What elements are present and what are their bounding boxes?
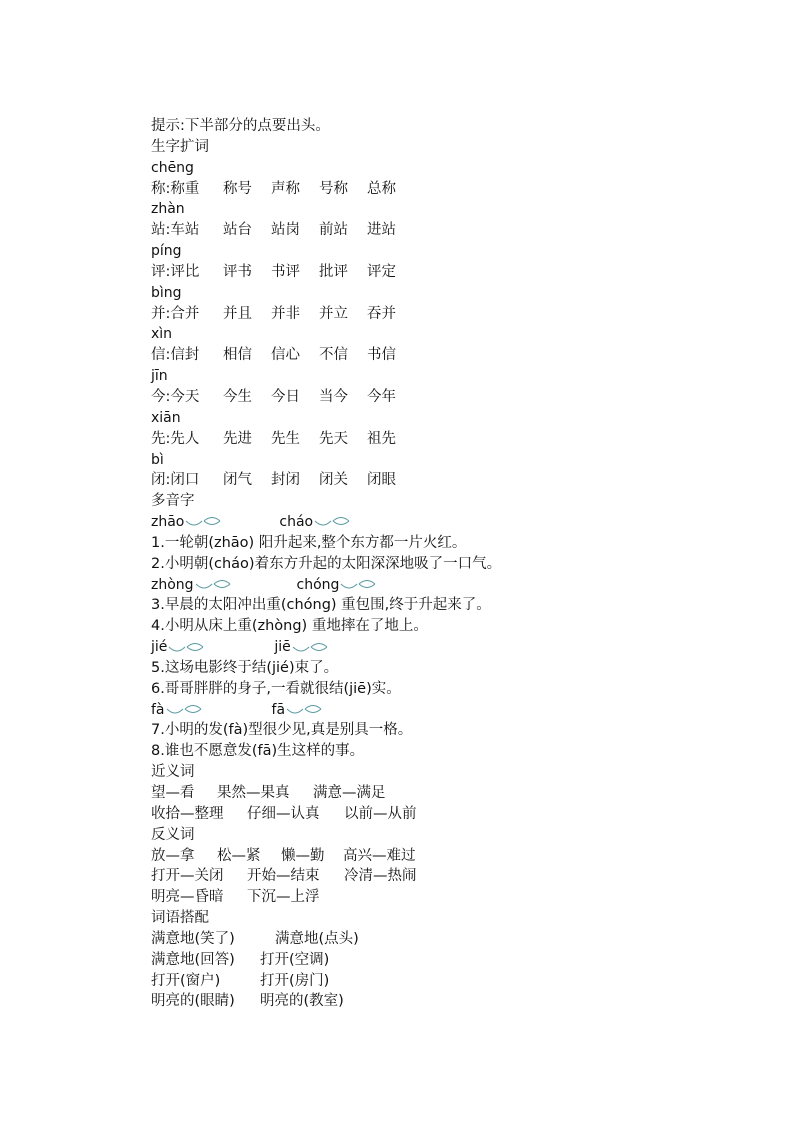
pinyin-item xyxy=(274,637,327,658)
antonym-pair: 打开—关闭 xyxy=(151,868,224,885)
word: 称号 xyxy=(223,180,252,197)
synonym-pair: 望—看 xyxy=(151,785,195,801)
antonym-row xyxy=(151,887,711,908)
antonym-pair: 放—拿 xyxy=(151,847,195,864)
pinyin-label: chēng xyxy=(151,159,194,176)
pinyin-label: jié xyxy=(151,639,168,656)
word-char: 并:合并 xyxy=(151,305,200,322)
word-row xyxy=(151,262,711,283)
leaf-decoration-icon xyxy=(340,580,376,590)
leaf-decoration-icon xyxy=(292,643,328,653)
sentence: 4.小明从床上重(zhòng) 重地摔在了地上。 xyxy=(151,618,428,635)
collocation-row xyxy=(151,950,711,971)
synonym-pair: 以前—从前 xyxy=(344,805,417,822)
pinyin-item xyxy=(151,512,221,533)
pinyin-label: xiān xyxy=(151,409,181,426)
hint-text: 提示:下半部分的点要出头。 xyxy=(151,118,330,134)
word: 今生 xyxy=(223,388,252,405)
pinyin-item xyxy=(297,575,377,596)
sentence: 5.这场电影终于结(jié)束了。 xyxy=(151,659,339,676)
word-row xyxy=(151,179,711,200)
word-row xyxy=(151,429,711,450)
sentence: 3.早晨的太阳冲出重(chóng) 重包围,终于升起来了。 xyxy=(151,597,491,614)
section-title-new-words: 生字扩词 xyxy=(151,138,209,155)
pinyin-label: bì xyxy=(151,451,164,468)
section-title-collocation: 词语搭配 xyxy=(151,910,209,927)
collocation-item: 满意地(笑了) xyxy=(151,930,235,947)
word: 号称 xyxy=(319,180,348,197)
leaf-decoration-icon xyxy=(195,580,231,590)
word-char: 今:今天 xyxy=(151,388,200,405)
pinyin-row xyxy=(151,637,711,658)
new-words-list xyxy=(151,158,711,492)
antonym-pair: 开始—结束 xyxy=(247,868,320,885)
pinyin-label: xìn xyxy=(151,326,173,343)
word-char: 先:先人 xyxy=(151,430,200,447)
word-char: 评:评比 xyxy=(151,263,200,280)
antonym-pair: 明亮—昏暗 xyxy=(151,889,224,906)
word: 站岗 xyxy=(271,222,300,239)
synonym-list xyxy=(151,783,711,825)
word: 书评 xyxy=(271,263,300,280)
pinyin-label: jiē xyxy=(274,639,291,656)
antonym-pair: 懒—勤 xyxy=(281,847,325,864)
pinyin-label: bìng xyxy=(151,284,182,301)
word: 书信 xyxy=(367,347,396,364)
word-char: 称:称重 xyxy=(151,180,200,197)
word-char: 站:车站 xyxy=(151,222,200,239)
word: 封闭 xyxy=(271,472,300,489)
leaf-decoration-icon xyxy=(314,517,350,527)
pinyin-label: cháo xyxy=(279,514,314,531)
collocation-item: 明亮的(教室) xyxy=(260,993,344,1010)
sentence: 2.小明朝(cháo)着东方升起的太阳深深地吸了一口气。 xyxy=(151,555,502,572)
pinyin-label: zhàn xyxy=(151,201,185,218)
pinyin-label: zhāo xyxy=(151,514,185,531)
word: 不信 xyxy=(319,347,348,364)
pinyin-row xyxy=(151,700,711,721)
pinyin-label: chóng xyxy=(296,576,340,593)
pinyin-label: jīn xyxy=(151,368,168,385)
word: 闭气 xyxy=(223,472,252,489)
word: 闭眼 xyxy=(367,472,396,489)
word: 并非 xyxy=(271,305,300,322)
collocation-row xyxy=(151,991,711,1012)
word-row xyxy=(151,470,711,491)
word-row xyxy=(151,304,711,325)
synonym-pair: 果然—果真 xyxy=(217,785,290,801)
word: 评定 xyxy=(367,263,396,280)
leaf-decoration-icon xyxy=(286,705,322,715)
synonym-pair: 满意—满足 xyxy=(313,785,386,801)
word-row xyxy=(151,220,711,241)
antonym-pair: 松—紧 xyxy=(217,847,261,864)
leaf-decoration-icon xyxy=(166,705,202,715)
sentence: 8.谁也不愿意发(fā)生这样的事。 xyxy=(151,743,365,760)
word: 先生 xyxy=(271,430,300,447)
sentence: 6.哥哥胖胖的身子,一看就很结(jiē)实。 xyxy=(151,680,401,697)
antonym-pair: 下沉—上浮 xyxy=(247,889,320,906)
word: 祖先 xyxy=(367,430,396,447)
antonym-row xyxy=(151,846,711,867)
antonym-list xyxy=(151,846,711,909)
word: 前站 xyxy=(319,222,348,239)
pinyin-item xyxy=(151,637,204,658)
collocation-row xyxy=(151,929,711,950)
sentence: 7.小明的发(fà)型很少见,真是别具一格。 xyxy=(151,722,413,739)
pinyin-label: zhòng xyxy=(151,576,194,593)
word-char: 闭:闭口 xyxy=(151,472,200,489)
antonym-pair: 高兴—难过 xyxy=(343,847,416,864)
section-title-antonyms: 反义词 xyxy=(151,826,195,843)
word: 进站 xyxy=(367,222,396,239)
collocation-list xyxy=(151,929,711,1012)
synonym-row xyxy=(151,783,711,804)
collocation-item: 满意地(回答) xyxy=(151,951,235,968)
pinyin-row xyxy=(151,512,711,533)
antonym-pair: 冷清—热闹 xyxy=(344,868,417,885)
word-row xyxy=(151,387,711,408)
pinyin-item xyxy=(151,700,202,721)
word: 声称 xyxy=(271,180,300,197)
word: 先天 xyxy=(319,430,348,447)
collocation-row xyxy=(151,971,711,992)
word: 当今 xyxy=(319,388,348,405)
section-title-synonyms: 近义词 xyxy=(151,764,195,781)
pinyin-label: píng xyxy=(151,243,182,260)
collocation-item: 打开(窗户) xyxy=(151,972,221,989)
word: 批评 xyxy=(319,263,348,280)
pinyin-label: fā xyxy=(271,701,286,718)
synonym-row xyxy=(151,804,711,825)
pinyin-row xyxy=(151,575,711,596)
pinyin-item xyxy=(279,512,350,533)
word: 并且 xyxy=(223,305,252,322)
leaf-decoration-icon xyxy=(168,643,204,653)
worksheet-page xyxy=(151,116,711,1012)
word-row xyxy=(151,345,711,366)
word: 先进 xyxy=(223,430,252,447)
word: 今年 xyxy=(367,388,396,405)
pinyin-item xyxy=(151,575,231,596)
antonym-row xyxy=(151,866,711,887)
word: 相信 xyxy=(223,347,252,364)
collocation-item: 满意地(点头) xyxy=(275,930,359,947)
word: 总称 xyxy=(367,180,396,197)
word: 并立 xyxy=(319,305,348,322)
pinyin-item xyxy=(272,700,323,721)
word: 今日 xyxy=(271,388,300,405)
word: 信心 xyxy=(271,347,300,364)
word-char: 信:信封 xyxy=(151,347,200,364)
synonym-pair: 收拾—整理 xyxy=(151,805,224,822)
sentence: 1.一轮朝(zhāo) 阳升起来,整个东方都一片火红。 xyxy=(151,534,467,551)
leaf-decoration-icon xyxy=(185,517,221,527)
word: 闭关 xyxy=(319,472,348,489)
polyphonic-list xyxy=(151,512,711,762)
section-title-polyphonic: 多音字 xyxy=(151,493,195,510)
synonym-pair: 仔细—认真 xyxy=(247,805,320,822)
collocation-item: 明亮的(眼睛) xyxy=(151,993,235,1010)
word: 评书 xyxy=(223,263,252,280)
pinyin-label: fà xyxy=(151,701,165,718)
word: 吞并 xyxy=(367,305,396,322)
collocation-item: 打开(房门) xyxy=(260,972,330,989)
word: 站台 xyxy=(223,222,252,239)
collocation-item: 打开(空调) xyxy=(260,951,330,968)
